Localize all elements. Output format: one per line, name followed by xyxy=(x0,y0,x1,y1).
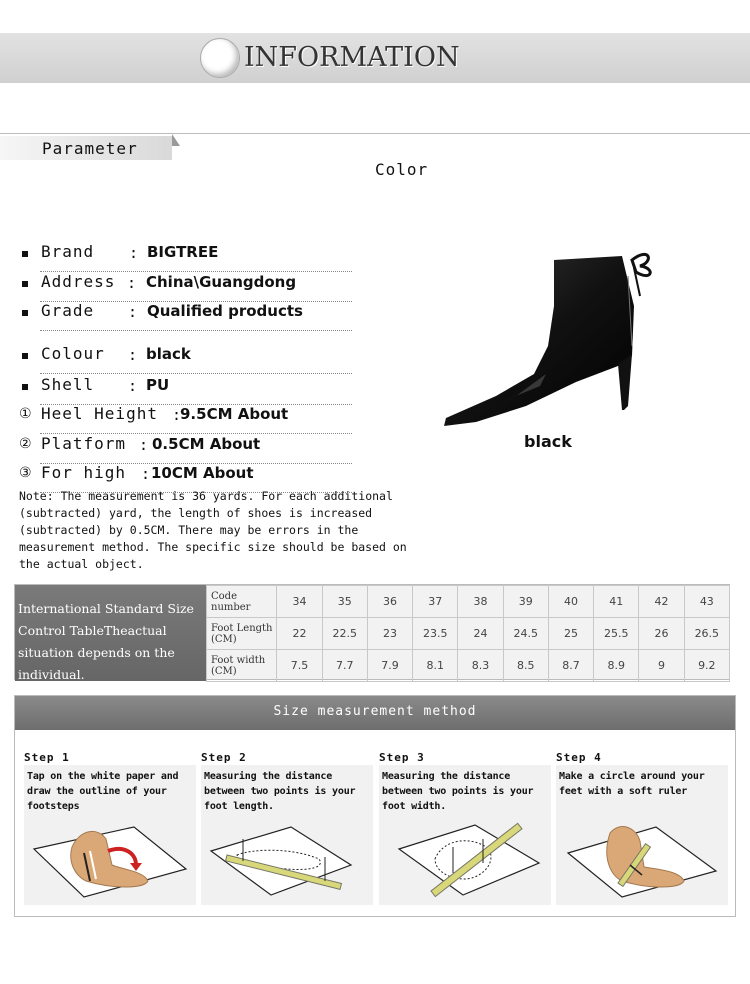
parameter-label: Parameter xyxy=(42,139,138,158)
row-header: Code number xyxy=(207,586,277,618)
table-row xyxy=(207,618,730,650)
spec-colon: : xyxy=(128,346,138,364)
product-image xyxy=(436,246,686,436)
table-cell: 8.1 xyxy=(413,650,458,682)
spec-colon: : xyxy=(127,274,137,292)
measurement-title: Size measurement method xyxy=(273,704,477,719)
spec-value: black xyxy=(146,345,191,363)
table-cell: 37 xyxy=(413,586,458,618)
spec-divider xyxy=(40,373,352,374)
table-cell: 7.7 xyxy=(322,650,367,682)
spec-value: Qualified products xyxy=(147,302,303,320)
spec-value: 0.5CM About xyxy=(152,435,261,453)
table-cell: 24.5 xyxy=(503,618,548,650)
foot-width-ruler-icon xyxy=(379,809,551,905)
spec-colon: : xyxy=(172,406,182,424)
spec-colon: : xyxy=(141,465,151,483)
step-text: Measuring the distance between two points is your foot length. xyxy=(204,771,356,812)
spec-divider xyxy=(40,330,352,331)
step-title: Step 4 xyxy=(556,751,602,764)
step-text: Measuring the distance between two points is your foot width. xyxy=(382,771,534,812)
table-cell: 40 xyxy=(548,586,593,618)
table-row xyxy=(207,650,730,682)
table-cell: 42 xyxy=(639,586,684,618)
row-header: Foot width (CM) xyxy=(207,650,277,682)
product-caption: black xyxy=(524,432,572,451)
measurement-bar xyxy=(15,696,735,730)
spec-key: Shell xyxy=(41,375,95,394)
spec-marker: ① xyxy=(19,406,32,422)
table-cell: 7.5 xyxy=(277,650,322,682)
size-table-header xyxy=(15,585,206,681)
table-cell: 22.5 xyxy=(322,618,367,650)
spec-colon: : xyxy=(129,244,139,262)
foot-soft-ruler-icon xyxy=(556,809,728,905)
spec-row xyxy=(22,303,352,331)
table-cell: 9.2 xyxy=(684,650,729,682)
banner-circle-icon xyxy=(200,38,240,78)
step-title: Step 1 xyxy=(24,751,70,764)
spec-colon: : xyxy=(128,377,138,395)
spec-value: 9.5CM About xyxy=(180,405,289,423)
foot-length-ruler-icon xyxy=(201,809,373,905)
spec-row xyxy=(19,404,352,434)
table-cell: 23 xyxy=(367,618,412,650)
spec-marker: ③ xyxy=(19,465,32,481)
table-cell: 39 xyxy=(503,586,548,618)
spec-value: PU xyxy=(146,376,170,394)
spec-row xyxy=(22,244,352,272)
spec-row xyxy=(22,274,352,302)
table-cell: 8.9 xyxy=(594,650,639,682)
parameter-tab-corner xyxy=(172,134,180,146)
bullet-icon xyxy=(22,353,28,359)
parameter-divider xyxy=(0,133,750,134)
information-title: INFORMATION xyxy=(244,42,460,73)
spec-row xyxy=(22,346,352,374)
table-cell: 26 xyxy=(639,618,684,650)
table-cell: 7.9 xyxy=(367,650,412,682)
spec-value: China\Guangdong xyxy=(146,273,297,291)
spec-value: 10CM About xyxy=(151,464,254,482)
table-cell: 9 xyxy=(639,650,684,682)
spec-row xyxy=(19,434,352,464)
step-text: Make a circle around your feet with a soft ruler xyxy=(559,771,705,797)
table-cell: 38 xyxy=(458,586,503,618)
table-cell: 43 xyxy=(684,586,729,618)
table-cell: 25.5 xyxy=(594,618,639,650)
spec-colon: : xyxy=(139,436,149,454)
spec-colon: : xyxy=(128,303,138,321)
size-table xyxy=(14,584,730,680)
row-header: Foot Length (CM) xyxy=(207,618,277,650)
bullet-icon xyxy=(22,310,28,316)
foot-outline-icon xyxy=(24,809,196,905)
measurement-note xyxy=(19,488,419,573)
size-grid xyxy=(206,585,730,682)
spec-key: Grade xyxy=(41,301,95,320)
size-table-description: International Standard Size Control TableTheactual situation depends on the individual. xyxy=(18,601,194,682)
color-label: Color xyxy=(375,160,429,179)
table-cell: 22 xyxy=(277,618,322,650)
table-row xyxy=(207,586,730,618)
spec-key: Platform xyxy=(41,434,127,453)
step-title: Step 2 xyxy=(201,751,247,764)
table-cell: 8.7 xyxy=(548,650,593,682)
note-label: Note: xyxy=(19,489,54,503)
spec-value: BIGTREE xyxy=(147,243,219,261)
table-cell: 35 xyxy=(322,586,367,618)
spec-key: Brand xyxy=(41,242,95,261)
spec-row xyxy=(22,377,352,405)
measurement-section xyxy=(14,695,736,917)
spec-key: Heel Height xyxy=(41,404,158,423)
step-text: Tap on the white paper and draw the outline of your footsteps xyxy=(27,771,179,812)
spec-marker: ② xyxy=(19,436,32,452)
table-cell: 41 xyxy=(594,586,639,618)
spec-key: For high xyxy=(41,463,127,482)
table-cell: 23.5 xyxy=(413,618,458,650)
spec-key: Colour xyxy=(41,344,105,363)
table-cell: 24 xyxy=(458,618,503,650)
bullet-icon xyxy=(22,281,28,287)
table-cell: 25 xyxy=(548,618,593,650)
step-title: Step 3 xyxy=(379,751,425,764)
table-cell: 8.5 xyxy=(503,650,548,682)
spec-key: Address xyxy=(41,272,116,291)
table-cell: 34 xyxy=(277,586,322,618)
table-cell: 36 xyxy=(367,586,412,618)
note-text: The measurement is 36 yards. For each additional (subtracted) yard, the length of shoes is increased (subtracted) by 0.5CM. There may be errors in the measurement method. The specific size should be based on the actual object. xyxy=(19,489,407,571)
table-cell: 26.5 xyxy=(684,618,729,650)
bullet-icon xyxy=(22,384,28,390)
bullet-icon xyxy=(22,251,28,257)
table-cell: 8.3 xyxy=(458,650,503,682)
